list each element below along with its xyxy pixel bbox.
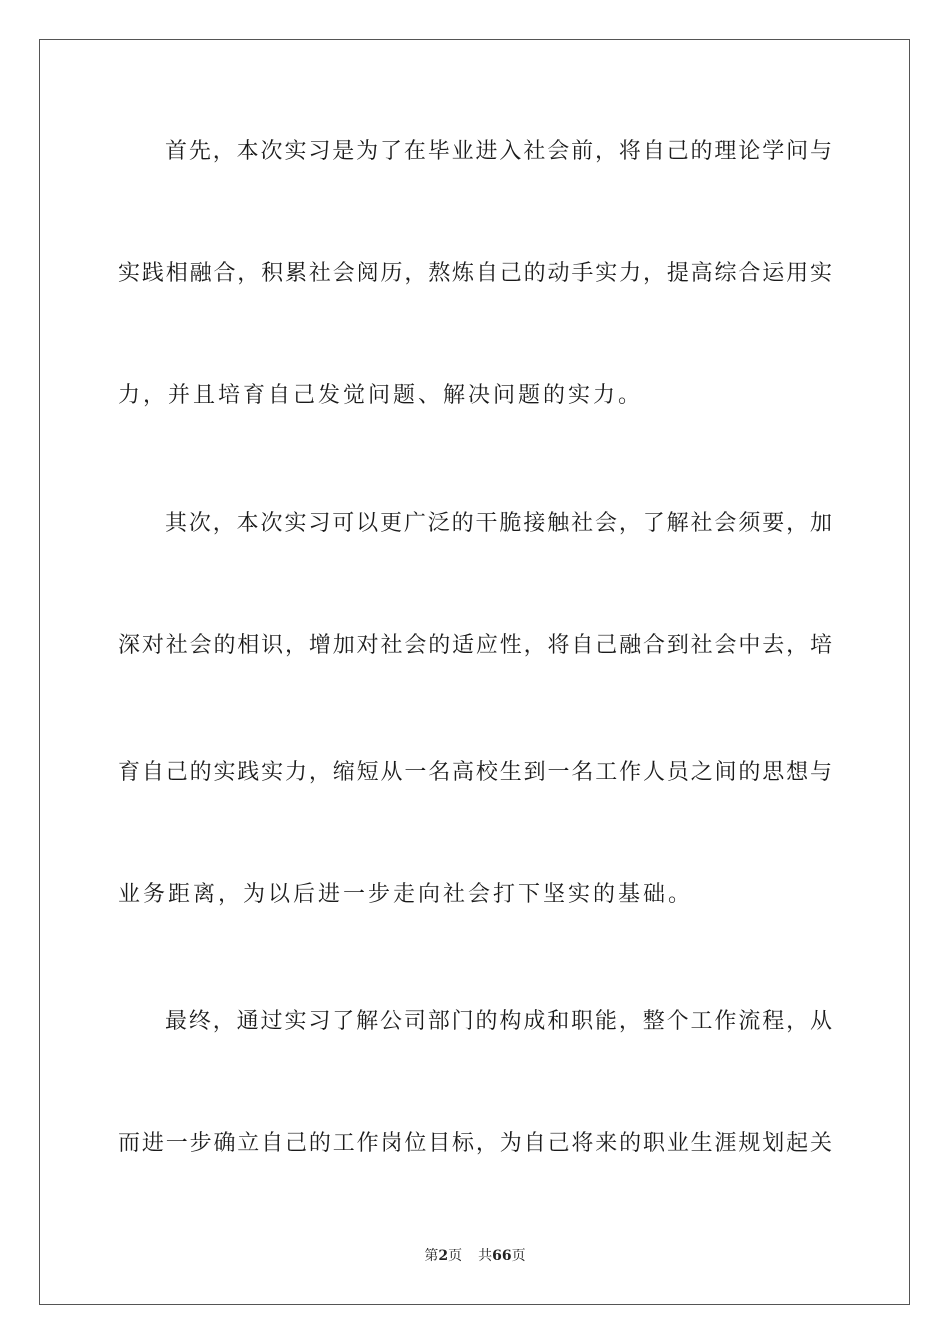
paragraph-3-line-1: 最终，通过实习了解公司部门的构成和职能，整个工作流程，从 xyxy=(165,1009,832,1034)
footer-total-suffix: 页 xyxy=(511,1248,526,1264)
paragraph-2-line-1: 其次，本次实习可以更广泛的干脆接触社会，了解社会须要，加 xyxy=(165,511,832,536)
paragraph-1-line-3: 力，并且培育自己发觉问题、解决问题的实力。 xyxy=(118,383,644,408)
paragraph-3-line-2: 而进一步确立自己的工作岗位目标，为自己将来的职业生涯规划起关 xyxy=(118,1131,832,1156)
footer-total-pages: 66 xyxy=(492,1248,512,1264)
footer-page-number: 2 xyxy=(438,1248,449,1264)
footer-total-prefix: 共 xyxy=(478,1248,493,1264)
paragraph-2-line-2: 深对社会的相识，增加对社会的适应性，将自己融合到社会中去，培 xyxy=(118,633,832,658)
footer-page-prefix: 第 xyxy=(424,1248,439,1264)
paragraph-1-line-2: 实践相融合，积累社会阅历，熬炼自己的动手实力，提高综合运用实 xyxy=(118,261,832,286)
paragraph-2-line-3: 育自己的实践实力，缩短从一名高校生到一名工作人员之间的思想与 xyxy=(118,760,832,785)
footer-page-suffix: 页 xyxy=(448,1248,463,1264)
page-border xyxy=(39,39,910,1305)
page-footer xyxy=(0,1247,950,1265)
paragraph-2-line-4: 业务距离，为以后进一步走向社会打下坚实的基础。 xyxy=(118,882,694,907)
paragraph-1-line-1: 首先，本次实习是为了在毕业进入社会前，将自己的理论学问与 xyxy=(165,139,832,164)
